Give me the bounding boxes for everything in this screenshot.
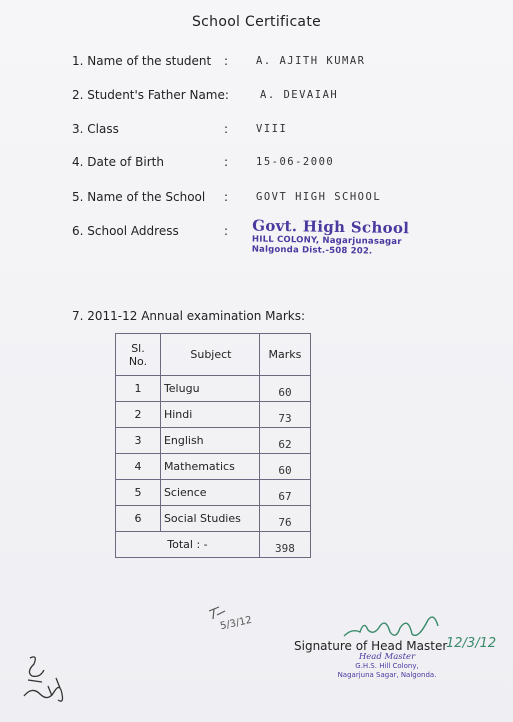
field-colon: : [224,190,229,204]
stamp-school-name: Govt. High School [252,216,410,238]
cell-marks: 67 [259,480,310,506]
cell-sl: 3 [116,428,161,454]
signature-label: Signature of Head Master [294,639,448,653]
table-row [116,428,311,454]
table-row [116,506,311,532]
head-master-stamp [337,653,437,680]
cell-subject: Hindi [160,402,259,428]
table-row [116,454,311,480]
marks-table [115,333,311,558]
field-colon: : [224,122,229,136]
header-marks: Marks [259,334,310,376]
header-subject: Subject [160,334,259,376]
cell-sl: 2 [116,402,161,428]
field-value: VIII [256,123,288,135]
table-row [116,480,311,506]
table-row [116,402,311,428]
cell-subject: Science [160,480,259,506]
cell-subject: Mathematics [160,454,259,480]
exam-marks-title: 7. 2011-12 Annual examination Marks: [72,309,306,323]
handwritten-signature-icon [18,650,78,712]
cell-subject: Telugu [160,376,259,402]
cell-subject: Social Studies [160,506,259,532]
field-value: 15-06-2000 [256,156,335,168]
field-label: 6. School Address [72,224,179,238]
cell-marks: 60 [259,376,310,402]
school-address-stamp [252,216,428,257]
field-value: GOVT HIGH SCHOOL [256,191,382,203]
cell-marks: 73 [259,402,310,428]
field-label: 3. Class [72,122,119,136]
page-title: School Certificate [191,14,322,30]
field-label: 4. Date of Birth [72,155,164,169]
stamp-head-master: Head Master [358,652,416,662]
field-label: 5. Name of the School [72,190,206,204]
cell-sl: 5 [116,480,161,506]
cell-sl: 4 [116,454,161,480]
total-value: 398 [259,532,310,558]
cell-marks: 62 [259,428,310,454]
initial-date: 5/3/12 [219,614,253,633]
field-colon: : [224,155,229,169]
field-colon: : [224,224,229,238]
table-header-row [116,334,311,376]
table-total-row [116,532,311,558]
stamp-place-line: Nagarjuna Sagar, Nalgonda. [337,671,437,679]
header-sl-no: Sl. No. [116,334,161,376]
field-label: 1. Name of the student [72,54,212,68]
stamp-address-line: HILL COLONY, Nagarjunasagar [251,234,402,248]
cell-subject: English [160,428,259,454]
total-label: Total : - [116,532,260,558]
table-row [116,376,311,402]
field-value: A. DEVAIAH [260,89,339,101]
cell-sl: 6 [116,506,161,532]
stamp-school-line: G.H.S. Hill Colony, [355,662,419,670]
field-value: A. AJITH KUMAR [256,55,366,67]
cell-marks: 76 [259,506,310,532]
cell-marks: 60 [259,454,310,480]
field-colon: : [224,54,229,68]
cell-sl: 1 [116,376,161,402]
field-label: 2. Student's Father Name: [72,88,229,102]
signature-date: 12/3/12 [446,636,497,651]
stamp-district-line: Nalgonda Dist.-508 202. [251,244,373,257]
